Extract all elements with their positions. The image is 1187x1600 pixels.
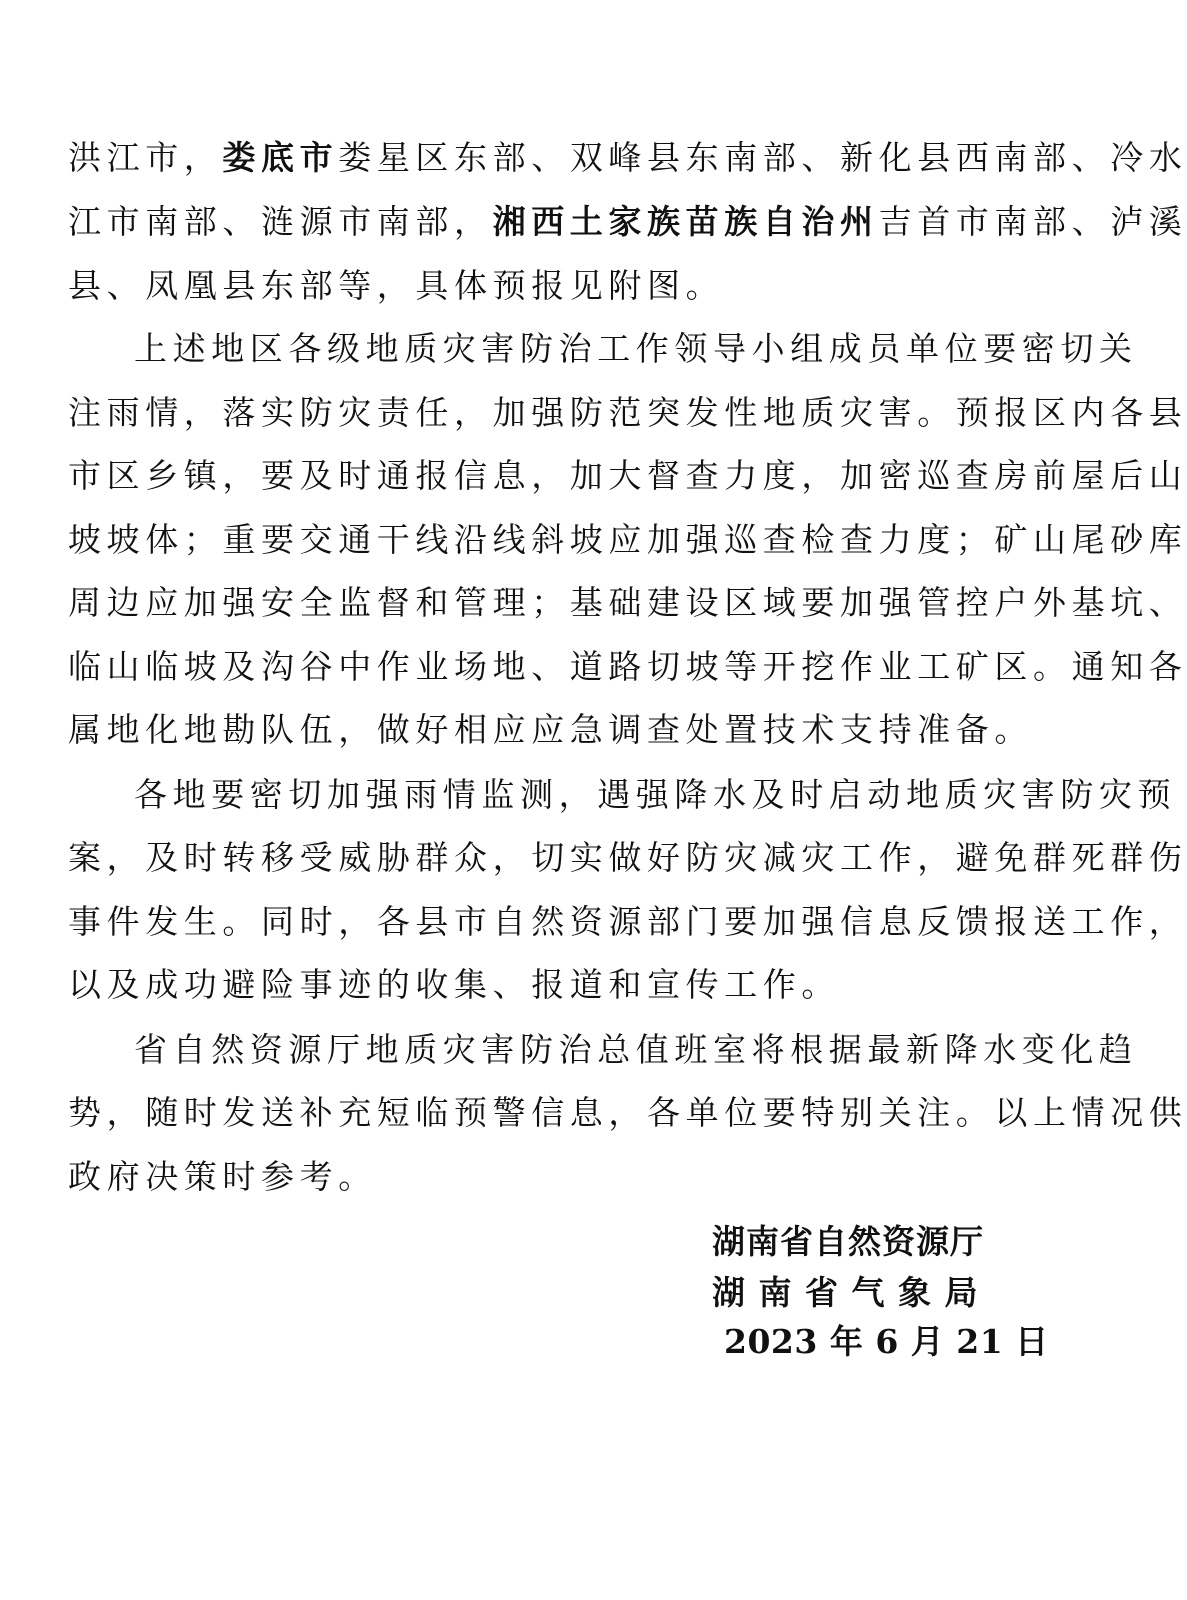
text-segment: 洪江市， bbox=[68, 138, 223, 177]
paragraph-line-7: 坡坡体；重要交通干线沿线斜坡应加强巡查检查力度；矿山尾砂库 bbox=[68, 520, 1187, 559]
signature-date: 2023 年 6 月 21 日 bbox=[724, 1322, 1049, 1361]
paragraph-line-6: 市区乡镇，要及时通报信息，加大督查力度，加密巡查房前屋后山 bbox=[68, 456, 1187, 495]
bold-place-loudi: 娄底市 bbox=[222, 138, 339, 177]
paragraph-line-13: 事件发生。同时，各县市自然资源部门要加强信息反馈报送工作， bbox=[68, 902, 1187, 941]
text-segment: 娄星区东部、双峰县东南部、新化县西南部、冷水 bbox=[338, 138, 1187, 177]
paragraph-line-1 bbox=[68, 138, 1187, 178]
paragraph-line-16: 势，随时发送补充短临预警信息，各单位要特别关注。以上情况供 bbox=[68, 1093, 1187, 1132]
paragraph-line-10: 属地化地勘队伍，做好相应应急调查处置技术支持准备。 bbox=[68, 710, 1033, 749]
paragraph-line-11: 各地要密切加强雨情监测，遇强降水及时启动地质灾害防灾预 bbox=[134, 775, 1177, 814]
paragraph-line-2 bbox=[68, 202, 1187, 242]
paragraph-line-15: 省自然资源厅地质灾害防治总值班室将根据最新降水变化趋 bbox=[134, 1030, 1138, 1069]
paragraph-line-12: 案，及时转移受威胁群众，切实做好防灾减灾工作，避免群死群伤 bbox=[68, 838, 1187, 877]
paragraph-line-17: 政府决策时参考。 bbox=[68, 1157, 377, 1196]
paragraph-line-5: 注雨情，落实防灾责任，加强防范突发性地质灾害。预报区内各县 bbox=[68, 393, 1187, 432]
paragraph-line-4: 上述地区各级地质灾害防治工作领导小组成员单位要密切关 bbox=[134, 329, 1138, 368]
paragraph-line-14: 以及成功避险事迹的收集、报道和宣传工作。 bbox=[68, 965, 840, 1004]
paragraph-line-9: 临山临坡及沟谷中作业场地、道路切坡等开挖作业工矿区。通知各 bbox=[68, 647, 1187, 686]
text-segment: 江市南部、涟源市南部， bbox=[68, 202, 493, 241]
text-segment: 吉首市南部、泸溪 bbox=[878, 202, 1187, 241]
bold-place-xiangxi: 湘西土家族苗族自治州 bbox=[492, 202, 879, 241]
signature-org-meteorological: 湖 南 省 气 象 局 bbox=[712, 1273, 979, 1312]
paragraph-line-3: 县、凤凰县东部等，具体预报见附图。 bbox=[68, 266, 725, 305]
signature-org-natural-resources: 湖南省自然资源厅 bbox=[712, 1222, 984, 1261]
paragraph-line-8: 周边应加强安全监督和管理；基础建设区域要加强管控户外基坑、 bbox=[68, 583, 1187, 622]
